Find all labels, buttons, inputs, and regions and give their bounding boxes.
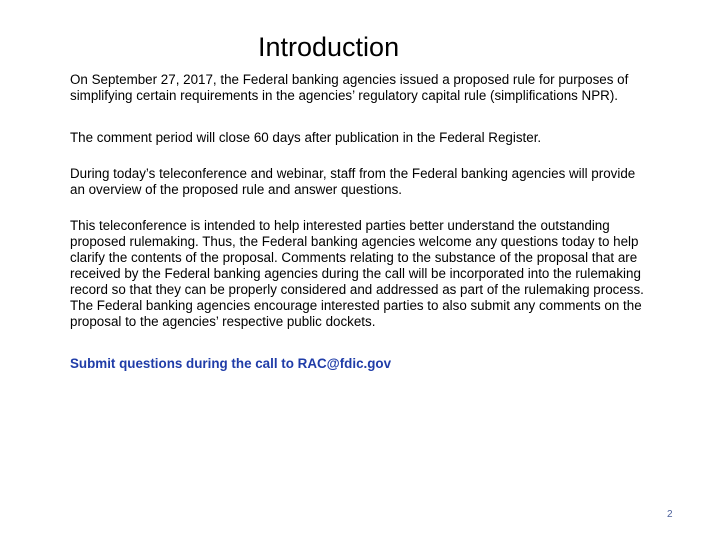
submit-questions-text: Submit questions during the call to RAC@fdic.gov [70, 356, 392, 371]
paragraph-teleconference-purpose: This teleconference is intended to help interested parties better understand the outstanding proposed rulemaking. Thus, the Federal banking agencies welcome any questions today to help clarify the contents of the proposal. Comments relating to the substance of the proposal that are received by the Federal banking agencies during the call will be incorporated into the rulemaking record so that they can be properly considered and addressed as part of the rulemaking process. The Federal banking agencies encourage interested parties to also submit any comments on the proposal to the agencies’ respective public dockets. [70, 218, 644, 329]
slide-body [70, 72, 645, 392]
paragraph-proposed-rule: On September 27, 2017, the Federal banking agencies issued a proposed rule for purposes of simplifying certain requirements in the agencies’ regulatory capital rule (simplifications NPR). [70, 72, 629, 103]
paragraph-teleconference-overview: During today’s teleconference and webinar, staff from the Federal banking agencies will provide an overview of the proposed rule and answer questions. [70, 166, 636, 197]
page-number: 2 [667, 509, 673, 520]
paragraph-comment-period: The comment period will close 60 days after publication in the Federal Register. [70, 130, 542, 145]
page-title: Introduction [258, 32, 400, 62]
